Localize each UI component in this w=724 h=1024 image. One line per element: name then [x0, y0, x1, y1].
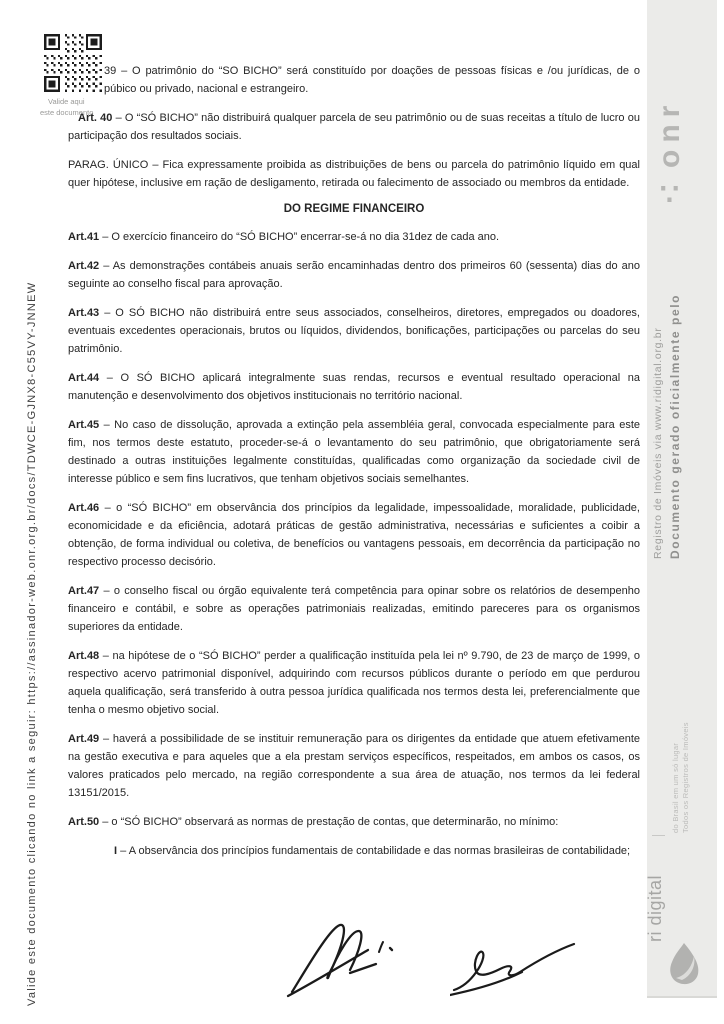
sidebar-official-text-line2: Registro de Imóveis via www.ridigital.org.br — [652, 327, 664, 559]
ridigital-tagline-line2: do Brasil em um só lugar — [671, 742, 680, 833]
paragraph: Art. 40 – O “SÓ BICHO” não distribuirá qualquer parcela de seu patrimônio ou de suas receitas a título de lucro ou participação dos resultados sociais. — [68, 112, 640, 142]
signature-2 — [450, 938, 580, 998]
article-label: Art.49 — [68, 733, 103, 745]
paragraph: Art.45 – No caso de dissolução, aprovada a extinção pela assembléia geral, convocada especialmente para este fim, nos termos deste estatuto, proceder-se-á o levantamento do seu patrimônio, que obrigatoriamente será destinado a outras instituições legalmente constituídas, qualificadas como organização da sociedade civil de interesse público e sem fins lucrativos, que tenham objetivos sociais semelhantes. — [68, 419, 640, 485]
article-label: Art.43 — [68, 307, 105, 319]
paragraph: I – A observância dos princípios fundamentais de contabilidade e das normas brasileiras de contabilidade; — [114, 845, 631, 857]
paragraph: Art.46 – o “SÓ BICHO” em observância dos princípios da legalidade, impessoalidade, moralidade, publicidade, economicidade e da eficiência, adotará práticas de gestão administrativa, necessárias e suficientes a coibir a obtenção, de forma individual ou coletiva, de benefícios ou vantagens pessoais, em decorrência da participação no respectivo processo decisório. — [68, 502, 640, 568]
article-label: Art.48 — [68, 650, 103, 662]
ridigital-tagline-line1: Todos os Registros de Imóveis — [681, 722, 690, 833]
paragraph: Art.43 – O SÓ BICHO não distribuirá entre seus associados, conselheiros, diretores, empregados ou doadores, eventuais excedentes operacionais, brutos ou líquidos, dividendos, bonificações, participações ou parcelas do seu patrimônio. — [68, 307, 640, 355]
qr-validate-note-line2: este documento — [40, 108, 94, 117]
article-label: Art. 40 — [78, 112, 116, 124]
article-label: Art.50 — [68, 816, 103, 828]
article-label: Art.42 — [68, 260, 104, 272]
document-body — [68, 62, 640, 871]
paragraph: Art.49 – haverá a possibilidade de se instituir remuneração para os dirigentes da entidade que atuem efetivamente na gestão executiva e para aqueles que a ela prestam serviços específicos, respeitados, em ambos os casos, os valores praticados pelo mercado, na região correspondente a sua área de atuação, nos termos da lei federal 13151/2015. — [68, 733, 640, 799]
paragraph: Art.47 – o conselho fiscal ou órgão equivalente terá competência para opinar sobre os relatórios de desempenho financeiro e contábil, e sobre as operações patrimoniais realizadas, emitindo pareceres para os organismos superiores da entidade. — [68, 585, 640, 633]
signature-1 — [286, 918, 436, 998]
paragraph: Art.48 – na hipótese de o “SÓ BICHO” perder a qualificação instituída pela lei nº 9.790, de 23 de março de 1999, o respectivo acervo patrimonial disponível, adquirindo com recursos públicos durante o período em que perdurou aquela qualificação, será transferido à outra pessoa jurídica qualificada nos termos desta lei, preferencialmente que tenha o mesmo objetivo social. — [68, 650, 640, 716]
article-label: Art.41 — [68, 231, 103, 243]
paragraph: Art.41 – O exercício financeiro do “SÓ BICHO” encerrar-se-á no dia 31dez de cada ano. — [68, 231, 500, 243]
article-label: Art.47 — [68, 585, 104, 597]
paragraph: PARAG. ÚNICO – Fica expressamente proibida as distribuições de bens ou parcela do patrimônio líquido em qual quer hipótese, inclusive em ração de desligamento, retirada ou falecimento de associado ou membros da entidade. — [68, 159, 640, 189]
article-label: Art.46 — [68, 502, 105, 514]
onr-logo — [652, 40, 688, 210]
paragraph: Art.44 – O SÓ BICHO aplicará integralmente suas rendas, recursos e eventual resultado operacional na manutenção e desenvolvimento dos objetivos institucionais no território nacional. — [68, 372, 640, 402]
section-heading: DO REGIME FINANCEIRO — [283, 203, 425, 215]
paragraph: Art.50 – o “SÓ BICHO” observará as normas de prestação de contas, que determinarão, no mínimo: — [68, 816, 559, 828]
tagline-divider — [652, 835, 665, 836]
ridigital-drop-icon — [664, 941, 704, 987]
ridigital-wordmark: ri digital — [645, 874, 665, 942]
qr-validate-note-line1: Valide aqui — [48, 97, 85, 106]
paragraph: 39 – O patrimônio do “SO BICHO” será constituído por doações de pessoas físicas e /ou jurídicas, de o púbico ou privado, nacional e estrangeiro. — [104, 65, 640, 95]
onr-logo-dots-icon: ∴ — [653, 168, 686, 210]
paragraph: Art.42 – As demonstrações contábeis anuais serão encaminhadas dentro dos primeiros 60 (sessenta) dias do ano seguinte ao conselho fiscal para aprovação. — [68, 260, 640, 290]
article-label: PARAG. ÚNICO — [68, 159, 153, 171]
validation-link-note: Valide este documento clicando no link a seguir: https://assinador-web.onr.org.br/docs/TDWCE-GJNX8-C55VY-JNNEW — [26, 281, 38, 1006]
article-label: Art.44 — [68, 372, 107, 384]
sidebar-official-text-line1: Documento gerado oficialmente pelo — [668, 293, 682, 559]
article-label: I — [114, 845, 121, 857]
onr-logo-text: onr — [653, 98, 686, 168]
article-label: Art.45 — [68, 419, 104, 431]
